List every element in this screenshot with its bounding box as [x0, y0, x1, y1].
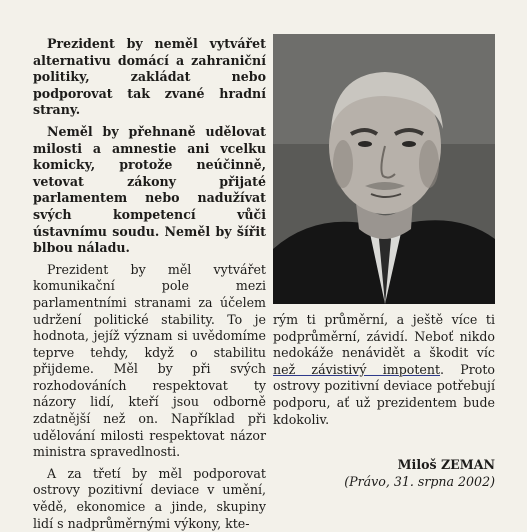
paragraph-2: Neměl by přehnaně udělovat milosti a amnestie ani vcelku komicky, protože neúčinně, vetovat zákony přijaté parlamentem nebo nadužívat svých kompetencí vůči ústavnímu soudu. Neměl by šířit blbou náladu.	[33, 123, 266, 256]
author-last-name: ZEMAN	[440, 457, 495, 472]
right-text-before: rým ti průměrní, a ještě více ti podprůměrní, závidí. Neboť nikdo nedokáže nenávidět a škodit víc	[273, 312, 495, 361]
paragraph-3: Prezident by měl vytvářet komunikační pole mezi parlamentními stranami za účelem udržení politické stability. To je hodnota, jejíž význam si uvědomíme teprve tehdy, když o stabilitu přijdeme. Měl by při svých rozhodováních respektovat ty názory lidí, kteří jsou odborně zdatnější než on. Například při udělování milosti respektovat názor ministra spravedlnosti.	[33, 261, 266, 460]
right-text-after: . Proto ostrovy pozitivní deviace potřebují podporu, ať už prezidentem bude kdokoliv.	[273, 361, 495, 427]
portrait-photo-icon	[273, 34, 495, 304]
underlined-phrase: než závistivý impotent	[273, 361, 441, 377]
right-column	[273, 312, 495, 428]
source-citation: (Právo, 31. srpna 2002)	[344, 474, 495, 489]
paragraph-1: Prezident by neměl vytvářet alternativu domácí a zahraniční politiky, zakládat nebo podporovat tak zvané hradní strany.	[33, 36, 266, 118]
signature-block	[273, 456, 495, 490]
portrait-photo	[273, 34, 495, 304]
left-column	[33, 36, 266, 532]
right-paragraph	[273, 312, 495, 428]
author-name	[273, 456, 495, 473]
author-first-name: Miloš	[397, 457, 437, 472]
paragraph-4: A za třetí by měl podporovat ostrovy pozitivní deviace v umění, vědě, ekonomice a jinde, skupiny lidí s nadprůměrnými výkony, kte-	[33, 465, 266, 531]
